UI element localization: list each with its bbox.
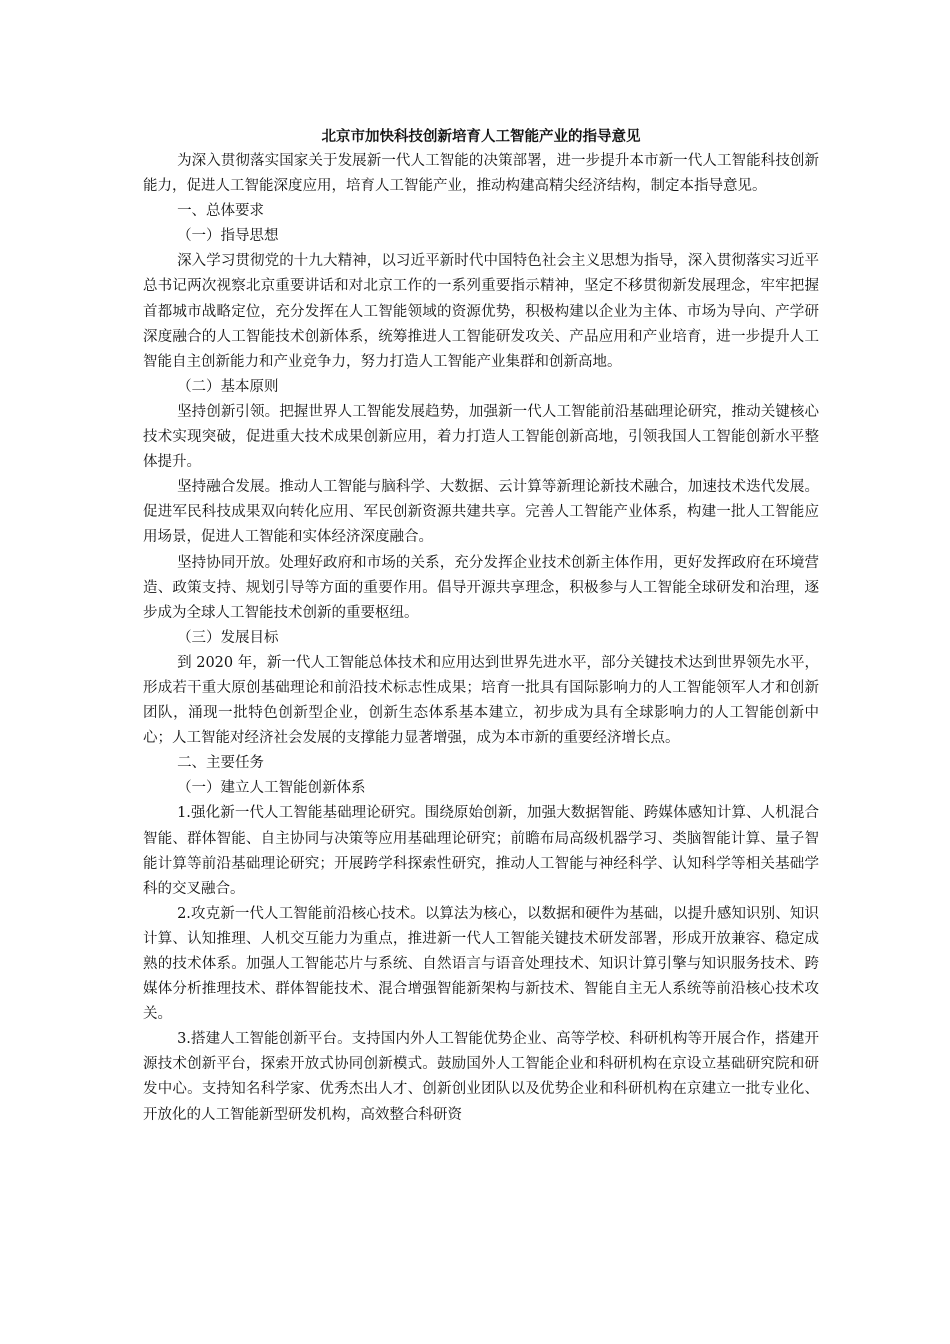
section-heading: （一）建立人工智能创新体系 [177,780,366,797]
body-paragraph: 坚持融合发展。推动人工智能与脑科学、大数据、云计算等新理论新技术融合，加速技术迭代发展。促进军民科技成果双向转化应用、军民创新资源共建共享。完善人工智能产业体系，构建一批人工智能应用场景，促进人工智能和实体经济深度融合。 [143,479,819,546]
section-heading: （一）指导思想 [177,228,279,245]
document-page [143,124,819,1128]
body-paragraph: 坚持创新引领。把握世界人工智能发展趋势，加强新一代人工智能前沿基础理论研究，推动关键核心技术实现突破，促进重大技术成果创新应用，着力打造人工智能创新高地，引领我国人工智能创新水平整体提升。 [143,403,819,471]
section-heading: 一、总体要求 [177,203,265,220]
body-paragraph: 到 2020 年，新一代人工智能总体技术和应用达到世界先进水平，部分关键技术达到世界领先水平，形成若干重大原创基础理论和前沿技术标志性成果；培育一批具有国际影响力的人工智能领军人才和创新团队，涌现一批特色创新型企业，创新生态体系基本建立，初步成为具有全球影响力的人工智能创新中心；人工智能对经济社会发展的支撑能力显著增强，成为本市新的重要经济增长点。 [143,654,819,747]
document-body [143,149,819,1128]
body-paragraph: 3.搭建人工智能创新平台。支持国内外人工智能优势企业、高等学校、科研机构等开展合作，搭建开源技术创新平台，探索开放式协同创新模式。鼓励国外人工智能企业和科研机构在京设立基础研究院和研发中心。支持知名科学家、优秀杰出人才、创新创业团队以及优势企业和科研机构在京建立一批专业化、开放化的人工智能新型研发机构，高效整合科研资 [143,1031,819,1123]
body-paragraph: 为深入贯彻落实国家关于发展新一代人工智能的决策部署，进一步提升本市新一代人工智能科技创新能力，促进人工智能深度应用，培育人工智能产业，推动构建高精尖经济结构，制定本指导意见。 [143,153,819,195]
section-heading: （三）发展目标 [177,629,279,646]
body-paragraph: 坚持协同开放。处理好政府和市场的关系，充分发挥企业技术创新主体作用，更好发挥政府在环境营造、政策支持、规划引导等方面的重要作用。倡导开源共享理念，积极参与人工智能全球研发和治理，逐步成为全球人工智能技术创新的重要枢纽。 [143,554,819,621]
body-paragraph: 深入学习贯彻党的十九大精神，以习近平新时代中国特色社会主义思想为指导，深入贯彻落实习近平总书记两次视察北京重要讲话和对北京工作的一系列重要指示精神，坚定不移贯彻新发展理念，牢牢把握首都城市战略定位，充分发挥在人工智能领域的资源优势，积极构建以企业为主体、市场为导向、产学研深度融合的人工智能技术创新体系，统筹推进人工智能研发攻关、产品应用和产业培育，进一步提升人工智能自主创新能力和产业竞争力，努力打造人工智能产业集群和创新高地。 [143,253,819,370]
body-paragraph: 2.攻克新一代人工智能前沿核心技术。以算法为核心，以数据和硬件为基础，以提升感知识别、知识计算、认知推理、人机交互能力为重点，推进新一代人工智能关键技术研发部署，形成开放兼容、稳定成熟的技术体系。加强人工智能芯片与系统、自然语言与语音处理技术、知识计算引擎与知识服务技术、跨媒体分析推理技术、群体智能技术、混合增强智能新架构与新技术、智能自主无人系统等前沿核心技术攻关。 [143,905,819,1023]
section-heading: （二）基本原则 [177,378,279,395]
section-heading: 二、主要任务 [177,755,265,772]
body-paragraph: 1.强化新一代人工智能基础理论研究。围绕原始创新，加强大数据智能、跨媒体感知计算、人机混合智能、群体智能、自主协同与决策等应用基础理论研究；前瞻布局高级机器学习、类脑智能计算、量子智能计算等前沿基础理论研究；开展跨学科探索性研究，推动人工智能与神经科学、认知科学等相关基础学科的交叉融合。 [143,805,819,897]
document-title: 北京市加快科技创新培育人工智能产业的指导意见 [321,128,641,145]
